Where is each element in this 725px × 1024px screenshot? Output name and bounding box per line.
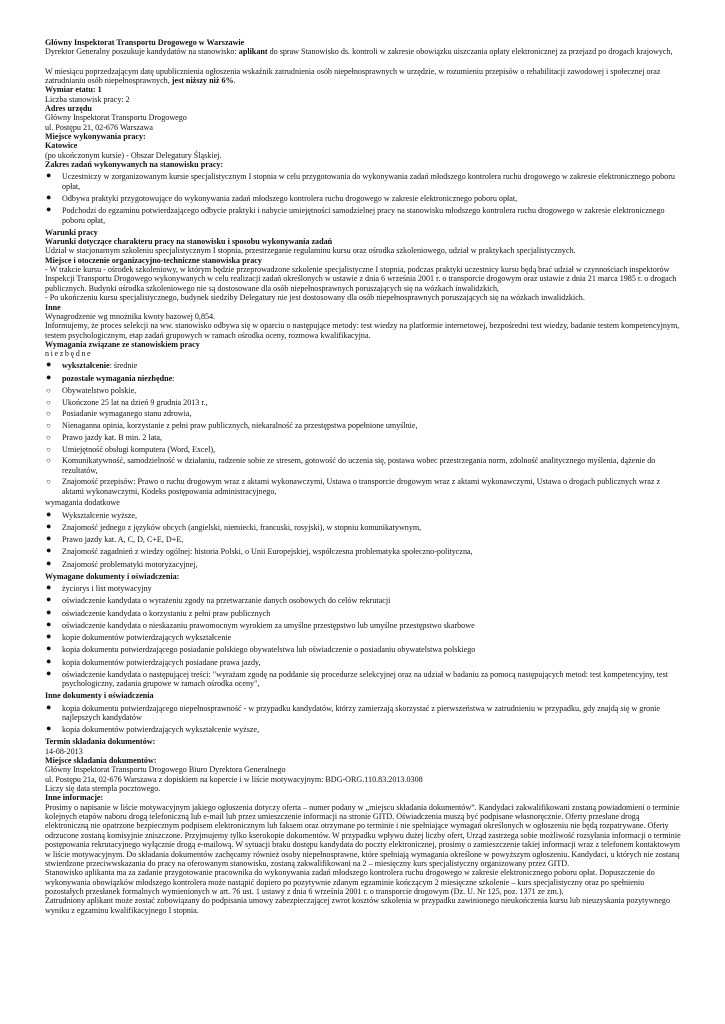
termin-heading: Termin składania dokumentów: [45,737,156,747]
wyksztalcenie-value: : średnie [109,361,138,371]
miejsce-skladania-line3: Liczy się data stempla pocztowego. [45,784,161,794]
list-item-text: Nienaganna opinia, korzystanie z pełni praw publicznych, niekaralność za przestępstwa popełnione umyślnie, [62,421,418,431]
warunki-sub2: Miejsce i otoczenie organizacyjno-techniczne stanowiska pracy [45,255,262,265]
pozostale-item [45,371,681,383]
miejsce-skladania-heading: Miejsce składania dokumentów: [45,756,157,766]
list-item [45,191,681,203]
warunki-sub2-text2: - Po ukończeniu kursu specjalistycznego, budynek siedziby Delegatury nie jest dostosowany dla osób niepełnosprawnych poruszających się na wózkach inwalidzkich. [45,293,585,303]
wyksztalcenie-label: wykształcenie [62,361,110,371]
disability-paragraph [45,67,681,86]
list-item-text: Uczestniczy w zorganizowanym kursie specjalistycznym I stopnia w celu przygotowania do wykonywania zadań młodszego kontrolera ruchu drogowego w zakresie elektronicznego poboru opłat, [62,172,675,191]
pozostale-colon: : [172,373,175,383]
zadania-heading: Zakres zadań wykonywanych na stanowisku pracy: [45,160,224,170]
bullet-icon: ● [46,557,52,568]
list-item-text: Prawo jazdy kat. A, C, D, C+E, D+E, [62,535,184,545]
adres-name: Główny Inspektorat Transportu Drogowego [45,113,187,123]
warunki-sub1: Warunki dotyczące charakteru pracy na stanowisku i sposobu wykonywania zadań [45,237,333,247]
list-item [45,445,681,454]
dodatkowe-list [45,508,681,569]
selekcja-info: Informujemy, że proces selekcji na ww. stanowisko odbywa się w oparciu o następujące metody: test wiedzy na platformie internetowej, bezpośredni test wiedzy, badanie testem kompetencyjnym, testem psychologicznym, etap zadań grupowych w ramach ośrodka oceny, rozmowa kwalifikacyjna. [45,321,680,340]
warunki-sub1-text: Udział w stacjonarnym szkoleniu specjalistycznym I stopnia, przestrzeganie regulaminu kursu oraz ośrodka szkoleniowego, udział w praktykach specjalistycznych. [45,246,576,256]
list-item-text: Posiadanie wymaganego stanu zdrowia, [62,409,192,419]
dodatkowe-label: wymagania dodatkowe [45,498,120,508]
bullet-icon: ● [46,191,52,202]
wymiar-etatu: Wymiar etatu: 1 [45,85,102,95]
bullet-icon: ● [46,594,52,605]
list-item [45,508,681,520]
list-item-text: Wykształcenie wyższe, [62,510,138,520]
bullet-icon: ● [46,631,52,642]
list-item-text: Odbywa praktyki przygotowujące do wykonywania zadań młodszego kontrolera ruchu drogowego w zakresie elektronicznego poboru opłat, [62,193,518,203]
circle-icon: ○ [46,477,51,487]
wyksztalcenie-item [45,361,681,370]
list-item [45,547,681,556]
bullet-icon: ● [46,545,52,556]
disability-rate: jest niższy niż 6% [171,76,234,86]
list-item [45,633,681,642]
list-item [45,645,681,654]
list-item-text: Znajomość przepisów: Prawo o ruchu drogowym wraz z aktami wykonawczymi, Ustawa o transporcie drogowym wraz z aktami wykonawczymi, Ustawa o drogach publicznych wraz z aktami wykonawczymi, Kodeks postępowania administracyjnego, [62,477,661,496]
list-item [45,421,681,430]
list-item [45,398,681,407]
spacer [45,57,681,67]
bullet-icon: ● [46,204,52,215]
list-item-text: kopia dokumentu potwierdzającego posiadanie polskiego obywatelstwa lub oświadczenie o posiadaniu obywatelstwa polskiego [62,645,476,655]
adres-heading: Adres urzędu [45,104,92,114]
wynagrodzenie: Wynagrodzenie wg mnożnika kwoty bazowej 0,854. [45,311,216,321]
disability-text: W miesiącu poprzedzającym datę upublicznienia ogłoszenia wskaźnik zatrudnienia osób niepełnosprawnych w urzędzie, w rozumieniu przepisów o rehabilitacji zawodowej i społecznej oraz zatrudnianiu osób niepełnosprawnych, [45,66,661,86]
circle-icon: ○ [46,409,51,419]
list-item [45,557,681,569]
list-item [45,206,681,225]
document-title: Główny Inspektorat Transportu Drogowego w Warszawie [45,38,245,47]
dokumenty-list [45,584,681,688]
list-item-text: kopie dokumentów potwierdzających wykształcenie [62,633,232,643]
list-item [45,520,681,532]
list-item [45,655,681,667]
list-item [45,172,681,191]
adres-street: ul. Postępu 21, 02-676 Warszawa [45,122,153,132]
inne-informacje-heading: Inne informacje: [45,793,104,803]
miejsce-skladania-line1: Główny Inspektorat Transportu Drogowego Biuro Dyrektora Generalnego [45,765,286,775]
list-item [45,456,681,475]
list-item-text: Znajomość jednego z języków obcych (angielski, niemiecki, francuski, rosyjski), w stopniu komunikatywnym, [62,522,422,532]
bullet-icon: ● [46,667,52,678]
inne-informacje-para2: Stanowisko aplikanta ma za zadanie przygotowanie pracownika do wykonywania zadań młodszego kontrolera ruchu drogowego w zakresie elektronicznego poboru opłat. Dopuszczenie do wykonywania obowiązków młodszego kontrolera może nastąpić dopiero po pozytywnie zdanym egzaminie kończącym 2 miesięczne szkolenie – kurs specjalistyczny oraz po spełnieniu pozostałych przesłanek formalnych wymienionych w art. 76 ust. 1 ustawy z dnia 6 września 2001 r. o transporcie drogowym (Dz. U. Nr 125, poz. 1371 ze zm.). [45,868,655,896]
dokumenty-heading: Wymagane dokumenty i oświadczenia: [45,571,180,581]
bullet-icon: ● [46,371,52,382]
bullet-icon: ● [46,582,52,593]
list-item-text: Znajomość problematyki motoryzacyjnej, [62,559,198,569]
list-item [45,386,681,395]
bullet-icon: ● [46,655,52,666]
bullet-icon: ● [46,170,52,181]
circle-icon: ○ [46,385,51,395]
list-item-text: kopia dokumentów potwierdzających wykształcenie wyższe, [62,725,260,735]
wymagania-heading: Wymagania związane ze stanowiskiem pracy [45,339,200,349]
bullet-icon: ● [46,643,52,654]
list-item [45,535,681,544]
bullet-icon: ● [46,606,52,617]
inne-dokumenty-list [45,701,681,735]
liczba-stanowisk: Liczba stanowisk pracy: 2 [45,94,130,104]
list-item [45,596,681,605]
list-item-text: Komunikatywność, samodzielność w działaniu, radzenie sobie ze stresem, gotowość do uczenia się, postawa wobec przestrzegania norm, zdolność analitycznego myślenia, dążenie do rezultatów, [62,456,656,475]
list-item [45,725,681,734]
zadania-list [45,172,681,225]
disability-end: . [233,76,236,86]
inne-dokumenty-heading: Inne dokumenty i oświadczenia [45,691,154,701]
list-item-text: kopia dokumentów potwierdzających posiadane prawa jazdy, [62,657,261,667]
bullet-icon: ● [46,508,52,519]
list-item-text: oświadczenie kandydata o następującej treści: "wyrażam zgodę na poddanie się procedurze selekcyjnej oraz na udział w badaniu za pomocą następujących metod: test kompetencyjny, test psychologiczny, zadania grupowe w ramach ośrodka oceny", [62,669,668,689]
bullet-icon: ● [46,618,52,629]
list-item [45,606,681,618]
circle-icon: ○ [46,397,51,407]
inne-heading: Inne [45,302,61,312]
list-item [45,409,681,418]
bullet-icon: ● [46,701,52,712]
bullet-icon: ● [46,723,52,734]
intro-paragraph [45,47,681,56]
niezbedne-list [45,386,681,496]
list-item-text: Umiejętność obsługi komputera (Word, Excel), [62,444,216,454]
inne-informacje-para1: Prosimy o napisanie w liście motywacyjnym jakiego ogłoszenia dotyczy oferta – numer podany w „miejscu składania dokumentów”. Kandydaci zakwalifikowani zostaną powiadomieni o terminie kolejnych etapów naboru drogą telefoniczną lub e-mail lub przez umieszczenie informacji na stronie GITD. Oświadczenia muszą być podpisane własnoręcznie. Oferty przesłane drogą elektroniczną nie opatrzone bezpiecznym podpisem elektronicznym lub faksem oraz otrzymane po terminie i nie spełniające wymagań określonych w ogłoszeniu nie będą rozpatrywane. Oferty odrzucone zostaną komisyjnie zniszczone. Przyjmujemy tylko kserokopie dokumentów. W przypadku wpływu dużej liczby ofert, Urząd zastrzega sobie możliwość rozsyłania informacji o terminie postępowania rekrutacyjnego wyłącznie drogą e-mailową. W sytuacji braku dostępu kandydata do poczty elektronicznej, prosimy o zamieszczenie takiej informacji wraz z telefonem kontaktowym w liście motywacyjnym. Do składania dokumentów zachęcamy również osoby niepełnosprawne, które spełniają wymagania określone w powyższym ogłoszeniu. Kandydaci, u których nie zostaną stwierdzone przeciwwskazania do pracy na oferowanym stanowisku, zostaną zakwalifikowani na 2 – miesięczny kurs specjalistyczny organizowany przez GITD. [45,802,681,868]
bullet-icon: ● [46,359,52,370]
list-item-text: życiorys i list motywacyjny [62,584,152,594]
list-item [45,701,681,723]
miejsce-skladania-line2: ul. Postępu 21a, 02-676 Warszawa z dopiskiem na kopercie i w liście motywacyjnym: BDG-ORG.110.83.2013.0308 [45,774,423,784]
list-item-text: Ukończone 25 lat na dzień 9 grudnia 2013 r., [62,397,208,407]
warunki-heading: Warunki pracy [45,227,98,237]
list-item-text: Znajomość zagadnień z wiedzy ogólnej: historia Polski, o Unii Europejskiej, współczesna problematyka społeczno-polityczna, [62,547,473,557]
list-item [45,667,681,689]
pozostale-label: pozostałe wymagania niezbędne [62,373,173,383]
circle-icon: ○ [46,456,51,466]
list-item-text: oświadczenie kandydata o nieskazaniu prawomocnym wyrokiem za umyślne przestępstwo lub umyślne przestępstwo skarbowe [62,620,475,630]
circle-icon: ○ [46,421,51,431]
list-item-text: Obywatelstwo polskie, [62,385,137,395]
list-item [45,433,681,442]
miejsce-note: (po ukończonym kursie) - Obszar Delegatury Śląskiej. [45,150,222,160]
termin-date: 14-08-2013 [45,746,83,756]
list-item [45,618,681,630]
list-item-text: Podchodzi do egzaminu potwierdzającego odbycie praktyki i nabycie umiejętności samodzielnej pracy na stanowisku młodszego kontrolera ruchu drogowego w zakresie elektronicznego poboru opłat, [62,206,665,225]
list-item-text: Prawo jazdy kat. B min. 2 lata, [62,432,163,442]
intro-text-cont: do spraw Stanowisko ds. kontroli w zakresie obowiązku uiszczania opłaty elektronicznej za przejazd po drogach krajowych, [267,47,673,57]
position-title: aplikant [238,47,268,57]
miejsce-heading: Miejsce wykonywania pracy: [45,132,146,142]
niezbedne-label: niezbędne [45,349,93,359]
miejsce-city: Katowice [45,141,78,151]
list-item-text: kopia dokumentu potwierdzającego niepełnosprawność - w przypadku kandydatów, którzy zamierzają skorzystać z pierwszeństwa w zatrudnieniu w przypadku, gdy znajdą się w gronie najlepszych kandydatów [62,703,660,722]
list-item-text: oświadczenie kandydata o korzystaniu z pełni praw publicznych [62,608,271,618]
list-item-text: oświadczenie kandydata o wyrażeniu zgody na przetwarzanie danych osobowych do celów rekrutacji [62,596,391,606]
bullet-icon: ● [46,520,52,531]
circle-icon: ○ [46,432,51,442]
inne-informacje-para3: Zatrudniony aplikant może zostać zobowiązany do podpisania umowy zabezpieczającej zwrot kosztów szkolenia w przypadku zawinionego nieukończenia kursu lub nieuzyskania pozytywnego wyniku z egzaminu kwalifikacyjnego I stopnia. [45,896,671,915]
bullet-icon: ● [46,533,52,544]
list-item [45,477,681,496]
intro-text: Dyrektor Generalny poszukuje kandydatów na stanowisko: [45,47,239,57]
circle-icon: ○ [46,444,51,454]
list-item [45,584,681,593]
warunki-sub2-text1: - W trakcie kursu - ośrodek szkoleniowy, w którym będzie przeprowadzone szkolenie specjalistyczne I stopnia, podczas praktyki uczestnicy kursu będą brać udział w czynnościach inspektorów Inspekcji Transportu Drogowego wykonywanych w celu realizacji zadań określonych w ustawie z dnia 6 września 2001 r. o transporcie drogowym oraz ustawie z dnia 21 marca 1985 r. o drogach publicznych. Budynki ośrodka szkoleniowego nie są dostosowane dla osób niepełnosprawnych poruszających się na wózkach inwalidzkich, [45,265,677,293]
